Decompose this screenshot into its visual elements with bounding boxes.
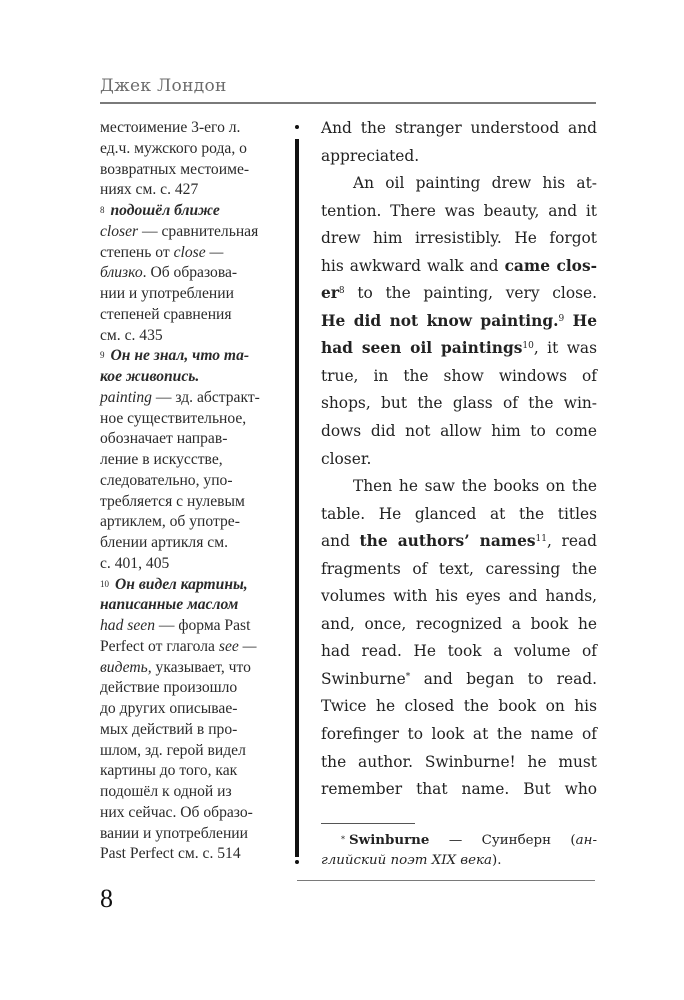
- text-line: the author. Swinburne! he must: [321, 752, 597, 771]
- footnote-rule: [321, 823, 415, 824]
- note-text: степень от: [100, 243, 174, 261]
- note-line: местоимение 3-его л.: [100, 119, 241, 136]
- note-heading-text: Он видел картины,: [115, 575, 248, 593]
- text-line: An oil painting drew his at-: [353, 174, 597, 193]
- note-text: указывает, что: [151, 658, 251, 676]
- text-line: had read. He took a volume of: [321, 642, 597, 661]
- text-line: [321, 280, 597, 308]
- note-line: до других описывае-: [100, 700, 238, 717]
- footnote-ref: 11: [535, 534, 547, 545]
- note-term: близко: [100, 264, 143, 282]
- footnote-line: [321, 830, 597, 851]
- note-line: ниях см. с. 427: [100, 181, 199, 199]
- text-line: true, in the show windows of: [321, 366, 597, 385]
- note-9-heading: [100, 346, 276, 367]
- header-rule: [100, 102, 596, 104]
- text-line: appreciated.: [321, 146, 420, 165]
- text-line: closer.: [321, 449, 372, 468]
- note-heading-line: кое живопись.: [100, 368, 200, 385]
- footnote-term: Swinburne: [349, 832, 430, 848]
- text-span: and began to read.: [410, 669, 597, 688]
- note-line: артиклем, об употре-: [100, 513, 240, 531]
- note-term: see —: [218, 637, 257, 655]
- text-line: [321, 335, 597, 363]
- glossed-phrase: er: [321, 284, 339, 303]
- text-line: Twice he closed the book on his: [321, 697, 597, 716]
- note-heading-text: подошёл ближе: [110, 202, 220, 219]
- text-line: shops, but the glass of the win-: [321, 394, 597, 413]
- text-span: to the painting, very close.: [344, 284, 597, 303]
- text-line: forefinger to look at the name of: [321, 725, 597, 744]
- note-line: [100, 263, 276, 284]
- note-term: close —: [173, 243, 224, 261]
- text-span: Swinburne: [321, 669, 406, 688]
- footnote-italic: глийский поэт XIX века: [321, 853, 492, 868]
- text-line: And the stranger understood and: [321, 119, 597, 137]
- glossed-phrase: came clos-: [504, 256, 597, 275]
- note-line: Past Perfect см. с. 514: [100, 845, 241, 863]
- glossed-phrase: the authors’ names: [359, 532, 536, 551]
- text-line: [321, 308, 597, 336]
- note-line: мых действий в про-: [100, 720, 238, 738]
- text-span: his awkward walk and: [321, 256, 505, 275]
- footnote-text: ).: [492, 853, 502, 868]
- text-line: tention. There was beauty, and it: [321, 201, 597, 220]
- note-line: действие произошло: [100, 679, 238, 697]
- marginal-notes-column: [100, 118, 276, 865]
- footnote: [321, 830, 597, 871]
- note-term: closer: [100, 222, 139, 240]
- note-text: — зд. абстракт-: [151, 388, 260, 406]
- text-span: and: [321, 532, 360, 551]
- note-line: нии и употреблении: [100, 285, 234, 302]
- note-line: ед.ч. мужского рода, о: [100, 139, 247, 157]
- note-line: них сейчас. Об образо-: [100, 803, 253, 821]
- note-line: степеней сравнения: [100, 305, 232, 323]
- note-line: шлом, зд. герой видел: [100, 741, 246, 759]
- note-term: видеть,: [100, 658, 152, 676]
- note-line: картины до того, как: [100, 762, 238, 780]
- text-line: table. He glanced at the titles: [321, 504, 597, 523]
- note-line: ное существительное,: [100, 409, 247, 427]
- note-line: вании и употреблении: [100, 824, 248, 842]
- note-line: [100, 637, 276, 658]
- bottom-rule: [297, 880, 595, 881]
- glossed-phrase: He did not know painting.: [321, 311, 559, 330]
- note-text: — форма Past: [155, 617, 251, 634]
- text-line: dows did not allow him to come: [321, 422, 597, 441]
- note-number: 9: [100, 350, 105, 361]
- note-number: 10: [100, 578, 109, 589]
- note-text: Perfect от глагола: [100, 637, 219, 655]
- note-line: следовательно, упо-: [100, 471, 233, 489]
- note-line: [100, 658, 276, 679]
- separator-dot-bottom: [295, 860, 299, 864]
- note-line: ление в искусстве,: [100, 451, 223, 468]
- note-line: возвратных местоиме-: [100, 160, 250, 178]
- text-line: [321, 253, 597, 281]
- separator-dot-top: [295, 125, 299, 129]
- running-header-title: Джек Лондон: [100, 76, 227, 96]
- text-line: and, once, recognized a book he: [321, 614, 597, 633]
- note-line: с. 401, 405: [100, 554, 170, 572]
- note-text: . Об образова-: [142, 264, 238, 282]
- text-line: [321, 666, 597, 694]
- note-10-heading: [100, 575, 276, 596]
- text-line: drew him irresistibly. He forgot: [321, 229, 597, 248]
- footnote-line: [321, 851, 597, 871]
- note-line: [100, 243, 276, 264]
- column-separator-bar: [295, 139, 299, 857]
- note-line: блении артикля см.: [100, 534, 228, 551]
- footnote-ref: 9: [558, 313, 565, 324]
- footnote-ref: 8: [338, 286, 345, 297]
- note-heading-line: написанные маслом: [100, 596, 239, 614]
- page-number: 8: [100, 884, 113, 913]
- footnote-ref: 10: [522, 341, 534, 352]
- note-line: требляется с нулевым: [100, 492, 245, 510]
- note-8-heading: [100, 201, 276, 222]
- glossed-phrase: had seen oil paintings: [321, 339, 523, 358]
- note-heading-text: Он не знал, что та-: [110, 347, 250, 365]
- note-line: [100, 616, 276, 637]
- note-line: см. с. 435: [100, 326, 163, 344]
- note-text: — сравнительная: [138, 222, 259, 240]
- text-line: Then he saw the books on the: [353, 477, 597, 496]
- footnote-marker: *: [341, 835, 345, 844]
- footnote-text: — Суинберн (: [429, 833, 576, 848]
- text-span: , it was: [533, 339, 597, 358]
- footnote-ref: *: [405, 671, 411, 682]
- note-line: [100, 388, 276, 409]
- text-line: remember that name. But who: [321, 780, 597, 799]
- text-span: , read: [547, 532, 597, 551]
- footnote-italic: ан-: [575, 833, 597, 848]
- note-line: подошёл к одной из: [100, 783, 232, 800]
- note-number: 8: [100, 205, 105, 215]
- note-term: had seen: [100, 617, 155, 634]
- glossed-phrase: He: [564, 311, 597, 330]
- note-line: обозначает направ-: [100, 430, 228, 448]
- note-line: [100, 222, 276, 243]
- note-term: painting: [100, 388, 152, 406]
- text-line: fragments of text, caressing the: [321, 559, 597, 578]
- text-line: [321, 528, 597, 556]
- text-line: volumes with his eyes and hands,: [321, 587, 597, 606]
- main-text-column: [321, 115, 597, 804]
